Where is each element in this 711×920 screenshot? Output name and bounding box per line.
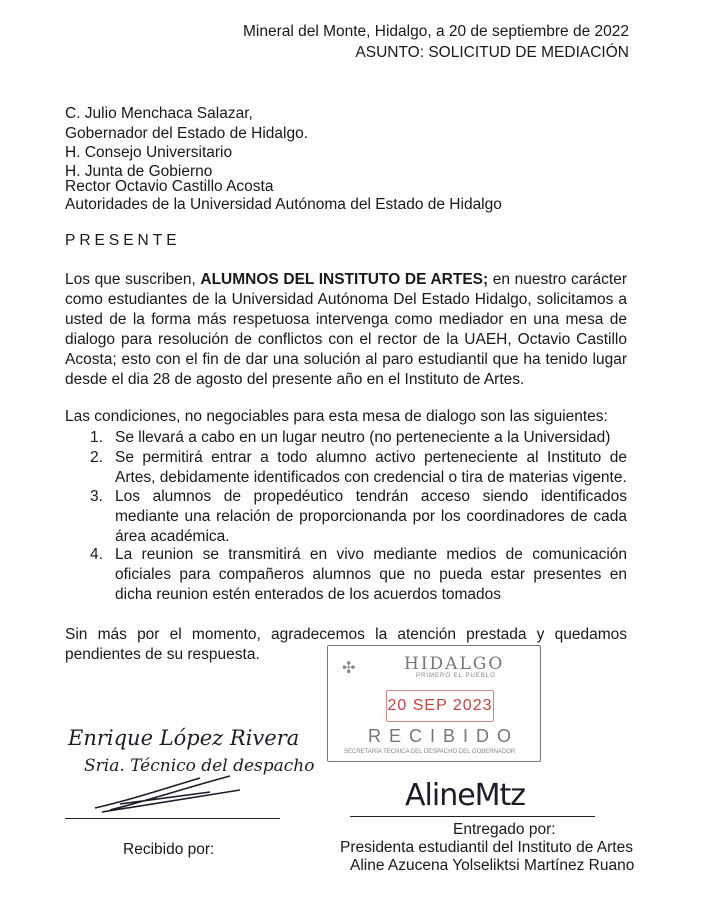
recipient-line: C. Julio Menchaca Salazar,	[65, 105, 253, 122]
condition-number: 2.	[90, 449, 103, 466]
stamp-date: 20 SEP 2023	[387, 697, 493, 714]
stamp-received: RECIBIDO	[368, 726, 520, 746]
recipient-line: Autoridades de la Universidad Autónoma del Estado de Hidalgo	[65, 196, 502, 213]
recipient-line: H. Junta de Gobierno	[65, 163, 213, 180]
handwritten-sender-initials: AlineMtz	[405, 778, 526, 813]
stamp-subtitle: PRIMERO EL PUEBLO	[416, 673, 496, 679]
handwritten-receiver-title: Sria. Técnico del despacho	[84, 756, 315, 776]
closing-paragraph: Sin más por el momento, agradecemos la atención prestada y quedamos pendientes de su respuesta.	[65, 626, 627, 663]
recipient-line: Rector Octavio Castillo Acosta	[65, 178, 274, 195]
stamp-office: SECRETARÍA TÉCNICA DEL DESPACHO DEL GOBERNADOR	[344, 749, 516, 755]
recipient-line: H. Consejo Universitario	[65, 144, 233, 161]
handwritten-receiver-name: Enrique López Rivera	[68, 726, 300, 750]
sender-role: Presidenta estudiantil del Instituto de Artes	[340, 839, 633, 856]
condition-number: 3.	[90, 488, 103, 505]
condition-text: La reunion se transmitirá en vivo mediante medios de comunicación oficiales para compañeros alumnos que no pueda estar presentes en dicha reunion estén enterados de los acuerdos tomados	[115, 546, 627, 603]
delivered-by-label: Entregado por:	[453, 821, 556, 838]
condition-item	[90, 428, 627, 448]
received-by-label: Recibido por:	[123, 841, 215, 858]
condition-item	[90, 487, 627, 547]
stamp-title: HIDALGO	[404, 654, 505, 674]
place-date: Mineral del Monte, Hidalgo, a 20 de septiembre de 2022	[242, 23, 629, 40]
condition-number: 1.	[90, 429, 103, 446]
sender-name: Aline Azucena Yolseliktsi Martínez Ruano	[350, 857, 635, 874]
condition-text: Los alumnos de propedéutico tendrán acceso siendo identificados mediante una relación de proporcionanda por los coordinadores de cada área académica.	[115, 488, 627, 545]
signature-line-left	[65, 818, 280, 819]
condition-number: 4.	[90, 546, 103, 563]
signature-line-right	[350, 816, 595, 817]
salutation-presente: PRESENTE	[65, 232, 181, 249]
conditions-intro: Las condiciones, no negociables para esta mesa de dialogo son las siguientes:	[65, 408, 608, 425]
intro-prefix: Los que suscriben,	[65, 271, 201, 288]
reception-stamp	[327, 645, 541, 762]
receiver-signature-scribble	[90, 770, 250, 815]
intro-rest: en nuestro carácter como estudiantes de la Universidad Autónoma Del Estado Hidalgo, solicitamos a usted de la forma más respetuosa intervenga como mediador en una mesa de dialogo para resolución de conflictos con el rector de la UAEH, Octavio Castillo Acosta; esto con el fin de dar una solución al paro estudiantil que ha tenido lugar desde el dia 28 de agosto del presente año en el Instituto de Artes.	[65, 271, 627, 388]
condition-item	[90, 448, 627, 488]
stamp-date-box	[386, 690, 494, 722]
recipient-line: Gobernador del Estado de Hidalgo.	[65, 125, 308, 142]
condition-item	[90, 545, 627, 605]
intro-paragraph	[65, 270, 627, 390]
intro-bold: ALUMNOS DEL INSTITUTO DE ARTES;	[200, 271, 489, 288]
condition-text: Se llevará a cabo en un lugar neutro (no perteneciente a la Universidad)	[115, 429, 611, 446]
hidalgo-logo-icon: ✣	[342, 660, 356, 677]
condition-text: Se permitirá entrar a todo alumno activo perteneciente al Instituto de Artes, debidamente identificados con credencial o tira de materias vigente.	[115, 449, 627, 486]
subject-line: ASUNTO: SOLICITUD DE MEDIACIÓN	[355, 44, 629, 61]
